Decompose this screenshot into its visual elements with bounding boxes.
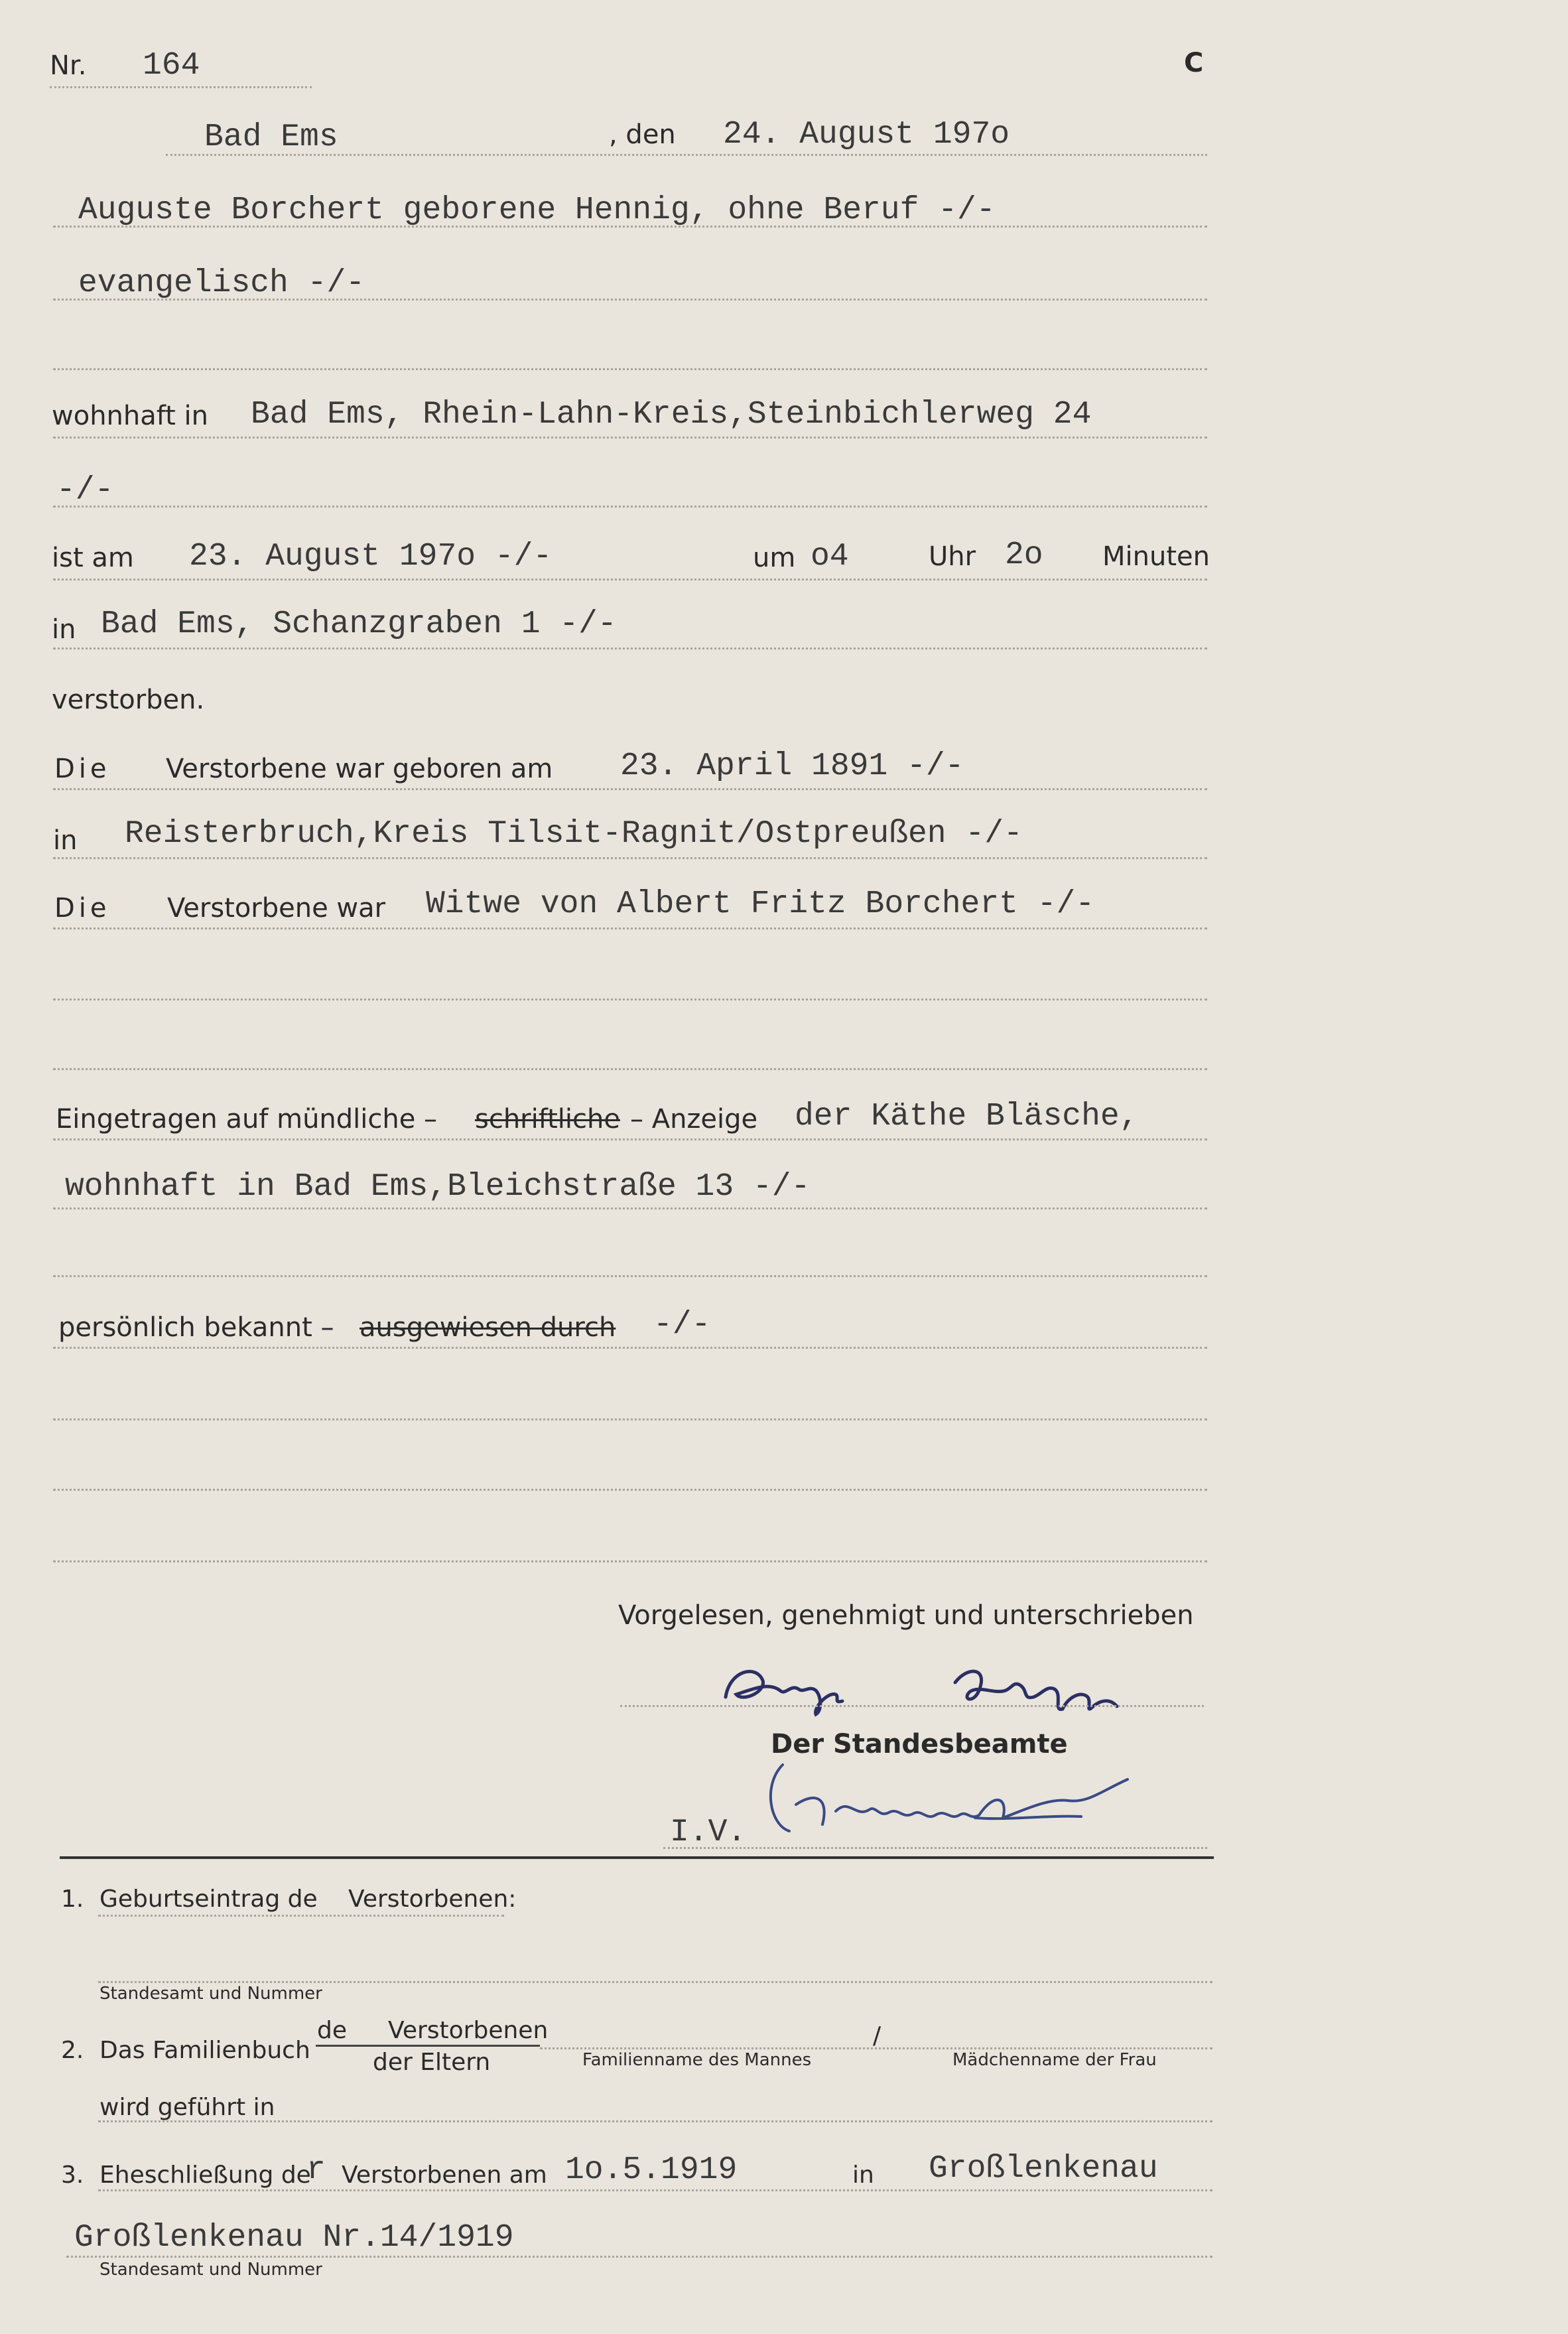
blank-dotline-1: [53, 368, 1207, 370]
note-2-caption-wife: Mädchenname der Frau: [952, 2050, 1157, 2070]
note-2-frac-top-a: de: [317, 2017, 347, 2044]
note-3-number: 3.: [61, 2162, 84, 2189]
residence-label: wohnhaft in: [52, 401, 208, 431]
registrar-signature-icon: [756, 1751, 1194, 1851]
note-1-suffix: Verstorbenen:: [348, 1886, 517, 1913]
blank-dotline-3: [53, 1068, 1207, 1070]
note-2-slash: /: [873, 2022, 882, 2049]
known-value: -/-: [653, 1307, 711, 1343]
registrar-signature: [756, 1751, 1194, 1851]
deceased-name: Auguste Borchert geborene Hennig, ohne Beruf -/-: [78, 192, 996, 228]
marriage-registry: Großlenkenau Nr.14/1919: [74, 2220, 514, 2256]
death-minute: 2o: [1005, 537, 1043, 573]
date-dotline: [166, 154, 1207, 156]
informant: der Käthe Bläsche,: [795, 1099, 1139, 1134]
birth-date: 23. April 1891 -/-: [620, 748, 964, 784]
minuten-label: Minuten: [1102, 541, 1210, 572]
note-3-dotline-2: [66, 2256, 1212, 2258]
religion: evangelisch -/-: [78, 265, 365, 301]
note-1-label: Geburtseintrag de: [99, 1886, 318, 1913]
marriage-place: Großlenkenau: [929, 2151, 1158, 2187]
note-3-label-b: Verstorbenen am: [342, 2162, 547, 2189]
death-place: Bad Ems, Schanzgraben 1 -/-: [101, 606, 617, 642]
verstorben-label: verstorben.: [52, 685, 205, 715]
record-number: 164: [143, 48, 200, 84]
note-2-frac-bottom: der Eltern: [373, 2049, 491, 2076]
record-date: 24. August 197o: [723, 117, 1010, 153]
birth-place-label: in: [53, 825, 78, 856]
blank-dotline-4: [53, 1275, 1207, 1277]
handwritten-signature-icon: [716, 1651, 1220, 1724]
registrar-dotline: [663, 1847, 1207, 1849]
death-date: 23. August 197o -/-: [189, 539, 553, 575]
report-label-b: – Anzeige: [630, 1104, 758, 1134]
birth-place-dotline: [53, 857, 1207, 859]
status-label: Verstorbene war: [167, 893, 386, 924]
note-2-kept-label: wird geführt in: [99, 2094, 275, 2121]
note-2-frac-top-b: Verstorbenen: [388, 2017, 549, 2044]
birth-date-dotline: [53, 788, 1207, 790]
nr-label: Nr.: [50, 50, 87, 81]
death-date-dotline: [53, 579, 1207, 581]
death-hour: o4: [811, 539, 849, 575]
note-2-label: Das Familienbuch: [99, 2037, 310, 2064]
marriage-date: 1o.5.1919: [565, 2152, 738, 2188]
note-2-dotline-2: [98, 2120, 1212, 2122]
blank-dotline-2: [53, 998, 1207, 1000]
note-1-number: 1.: [61, 1886, 84, 1913]
report-dotline: [53, 1138, 1207, 1140]
note-3-caption: Standesamt und Nummer: [99, 2260, 322, 2280]
status-die-label: Die: [54, 893, 111, 924]
death-date-label: ist am: [52, 543, 134, 573]
date-label: , den: [609, 119, 676, 150]
residence-dotline-2: [53, 506, 1207, 508]
um-label: um: [753, 543, 796, 573]
section-divider: [60, 1856, 1214, 1859]
report-label: Eingetragen auf mündliche –: [56, 1104, 438, 1134]
uhr-label: Uhr: [929, 541, 976, 572]
known-struck: ausgewiesen durch: [359, 1312, 616, 1343]
birth-place: Reisterbruch,Kreis Tilsit-Ragnit/Ostpreußen -/-: [125, 816, 1023, 852]
closing-statement: Vorgelesen, genehmigt und unterschrieben: [618, 1600, 1194, 1631]
residence-continued: -/-: [56, 472, 114, 508]
informant-address-dotline: [53, 1207, 1207, 1209]
note-2-fraction-line: [316, 2045, 540, 2047]
corner-letter: C: [1184, 48, 1204, 78]
birth-label: Verstorbene war geboren am: [166, 754, 553, 784]
informant-signatures: [716, 1651, 1220, 1724]
religion-dotline: [53, 299, 1207, 301]
note-2-caption-husband: Familienname des Mannes: [582, 2050, 812, 2070]
residence: Bad Ems, Rhein-Lahn-Kreis,Steinbichlerweg 24: [251, 397, 1092, 433]
note-3-in: in: [852, 2162, 874, 2189]
residence-dotline: [53, 437, 1207, 439]
death-place-label: in: [52, 614, 76, 645]
signature-dotline: [620, 1705, 1204, 1707]
note-3-label-a: Eheschließung de: [99, 2162, 311, 2189]
status-dotline: [53, 927, 1207, 929]
blank-dotline-6: [53, 1489, 1207, 1491]
registrar-title: Der Standesbeamte: [771, 1729, 1068, 1759]
nr-dotline: [50, 86, 312, 88]
note-2-number: 2.: [61, 2037, 84, 2064]
blank-dotline-5: [53, 1418, 1207, 1420]
note-1-caption: Standesamt und Nummer: [99, 1984, 322, 2004]
registry-place: Bad Ems: [204, 119, 338, 155]
known-dotline: [53, 1347, 1207, 1349]
blank-dotline-7: [53, 1560, 1207, 1562]
informant-address: wohnhaft in Bad Ems,Bleichstraße 13 -/-: [65, 1169, 811, 1205]
death-place-dotline: [53, 648, 1207, 650]
marital-status: Witwe von Albert Fritz Borchert -/-: [426, 886, 1095, 922]
birth-die-label: Die: [54, 754, 111, 784]
note-1-dotline-2: [98, 1981, 1212, 1983]
note-3-dotline: [98, 2189, 1212, 2191]
report-struck-written: schriftliche: [475, 1104, 620, 1134]
known-label: persönlich bekannt –: [58, 1312, 334, 1343]
note-3-letter: r: [306, 2152, 326, 2188]
note-1-dotline: [98, 1915, 504, 1917]
name-dotline: [53, 226, 1207, 228]
iv-label: I.V.: [670, 1815, 747, 1850]
